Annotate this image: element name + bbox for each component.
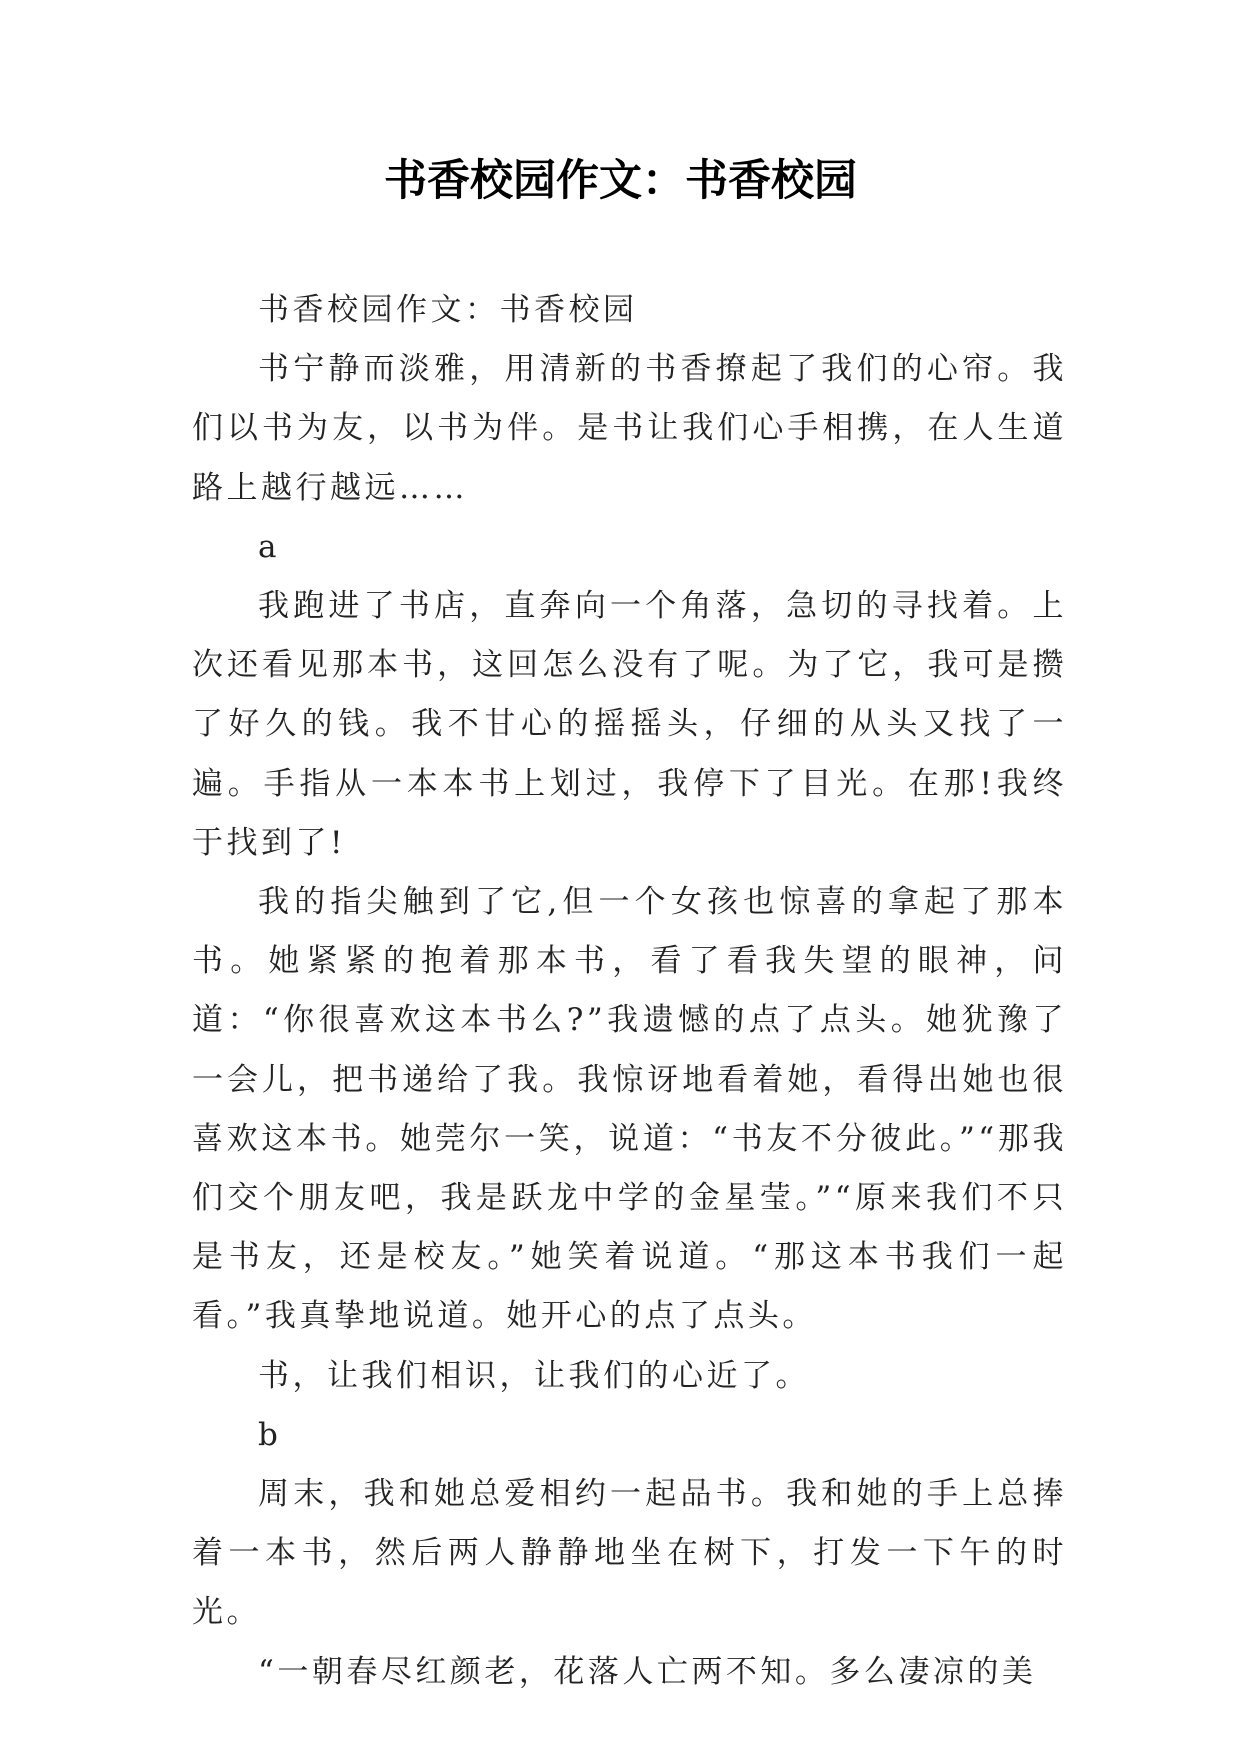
paragraph: 书，让我们相识，让我们的心近了。 xyxy=(258,1357,810,1394)
document-title: 书香校园作文：书香校园 xyxy=(384,156,857,206)
section-marker-b: b xyxy=(258,1416,278,1453)
paragraph: 周末，我和她总爱相约一起品书。我和她的手上总捧着一本书，然后两人静静地坐在树下，打发一下午的时光。 xyxy=(192,1476,1067,1631)
paragraph-intro: 书宁静而淡雅，用清新的书香撩起了我们的心帘。我们以书为友，以书为伴。是书让我们心手相携，在人生道路上越行越远…… xyxy=(192,351,1067,506)
paragraph: 我的指尖触到了它,但一个女孩也惊喜的拿起了那本书。她紧紧的抱着那本书，看了看我失望的眼神，问道：“你很喜欢这本书么?”我遗憾的点了点头。她犹豫了一会儿，把书递给了我。我惊讶地看着她，看得出她也很喜欢这本书。她莞尔一笑，说道：“书友不分彼此。”“那我们交个朋友吧，我是跃龙中学的金星莹。”“原来我们不只是书友，还是校友。”她笑着说道。“那这本书我们一起看。”我真挚地说道。她开心的点了点头。 xyxy=(192,884,1067,1335)
section-marker-a: a xyxy=(258,528,277,565)
document-body xyxy=(192,281,1067,1702)
paragraph-subtitle: 书香校园作文：书香校园 xyxy=(258,292,638,328)
paragraph: “一朝春尽红颜老，花落人亡两不知。多么凄凉的美 xyxy=(258,1653,1037,1690)
paragraph: 我跑进了书店，直奔向一个角落，急切的寻找着。上次还看见那本书，这回怎么没有了呢。为了它，我可是攒了好久的钱。我不甘心的摇摇头，仔细的从头又找了一遍。手指从一本本书上划过，我停下了目光。在那!我终于找到了! xyxy=(192,588,1067,861)
